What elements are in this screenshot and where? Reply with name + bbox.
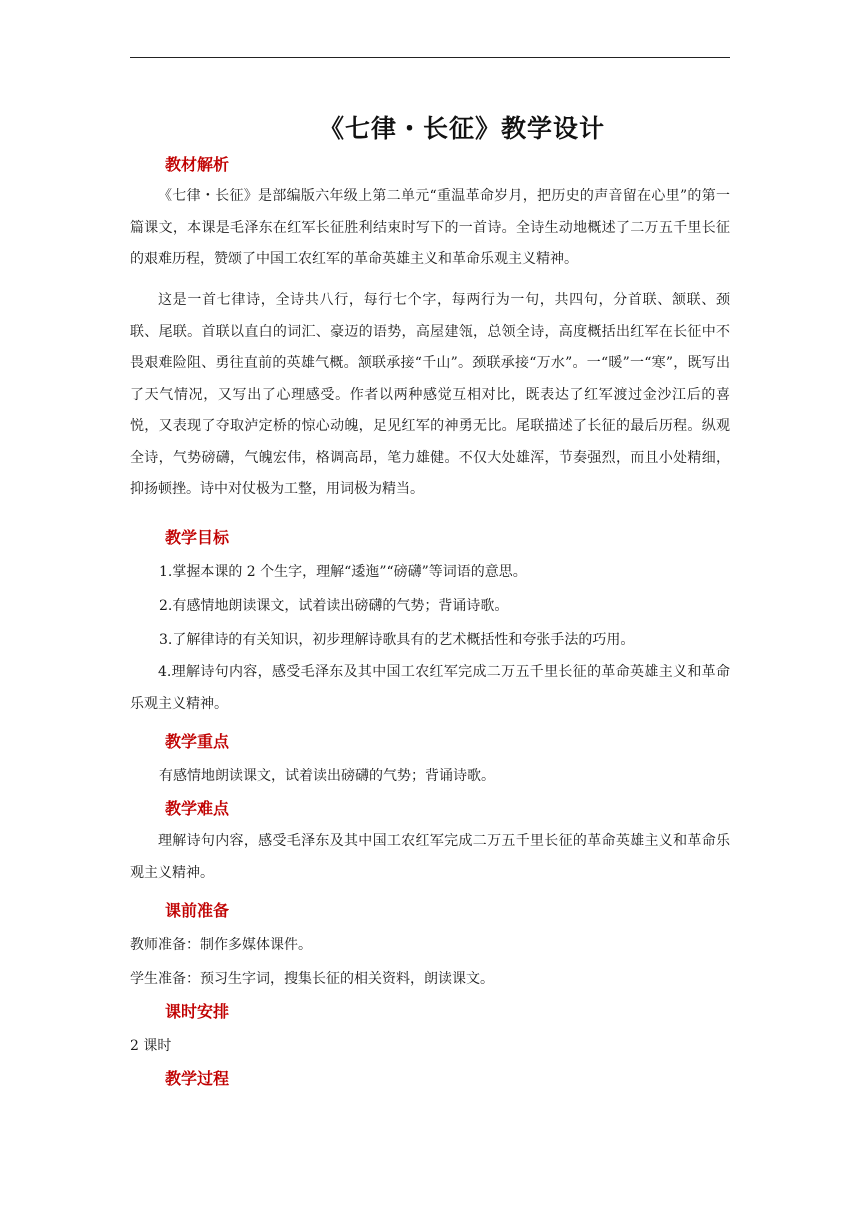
heading-teaching-objectives: 教学目标 <box>165 528 230 547</box>
analysis-paragraph-1: 《七律・长征》是部编版六年级上第二单元“重温革命岁月，把历史的声音留在心里”的第一篇课文，本课是毛泽东在红军长征胜利结束时写下的一首诗。全诗生动地概述了二万五千里长征的艰难历程，赞颂了中国工农红军的革命英雄主义和革命乐观主义精神。 <box>130 188 730 267</box>
objective-item-3: 3.了解律诗的有关知识，初步理解诗歌具有的艺术概括性和夸张手法的巧用。 <box>159 632 635 648</box>
student-preparation: 学生准备：预习生字词，搜集长征的相关资料，朗读课文。 <box>130 971 494 987</box>
objective-item-4: 4.理解诗句内容，感受毛泽东及其中国工农红军完成二万五千里长征的革命英雄主义和革命乐观主义精神。 <box>130 664 730 712</box>
heading-key-points: 教学重点 <box>165 732 230 751</box>
heading-difficulties: 教学难点 <box>165 799 230 818</box>
difficulties-text: 理解诗句内容，感受毛泽东及其中国工农红军完成二万五千里长征的革命英雄主义和革命乐观主义精神。 <box>130 833 730 881</box>
document-title: 《七律・长征》教学设计 <box>318 114 605 143</box>
teacher-preparation: 教师准备：制作多媒体课件。 <box>130 937 312 953</box>
heading-material-analysis: 教材解析 <box>165 155 230 174</box>
heading-preparation: 课前准备 <box>165 901 230 920</box>
schedule-text: 2 课时 <box>130 1038 172 1054</box>
header-rule <box>130 57 730 58</box>
heading-schedule: 课时安排 <box>165 1002 230 1021</box>
objective-item-1: 1.掌握本课的 2 个生字，理解“逶迤”“磅礴”等词语的意思。 <box>159 564 527 580</box>
key-points-text: 有感情地朗读课文，试着读出磅礴的气势；背诵诗歌。 <box>159 768 495 784</box>
analysis-paragraph-2: 这是一首七律诗，全诗共八行，每行七个字，每两行为一句，共四句，分首联、颔联、颈联、尾联。首联以直白的词汇、豪迈的语势，高屋建瓴，总领全诗，高度概括出红军在长征中不畏艰难险阻、勇往直前的英雄气概。颔联承接“千山”。颈联承接“万水”。一“暖”一“寒”，既写出了天气情况，又写出了心理感受。作者以两种感觉互相对比，既表达了红军渡过金沙江后的喜悦，又表现了夺取泸定桥的惊心动魄，足见红军的神勇无比。尾联描述了长征的最后历程。纵观全诗，气势磅礴，气魄宏伟，格调高昂，笔力雄健。不仅大处雄浑，节奏强烈，而且小处精细，抑扬顿挫。诗中对仗极为工整，用词极为精当。 <box>130 292 730 497</box>
heading-teaching-process: 教学过程 <box>165 1069 230 1088</box>
objective-item-2: 2.有感情地朗读课文，试着读出磅礴的气势；背诵诗歌。 <box>159 598 509 614</box>
